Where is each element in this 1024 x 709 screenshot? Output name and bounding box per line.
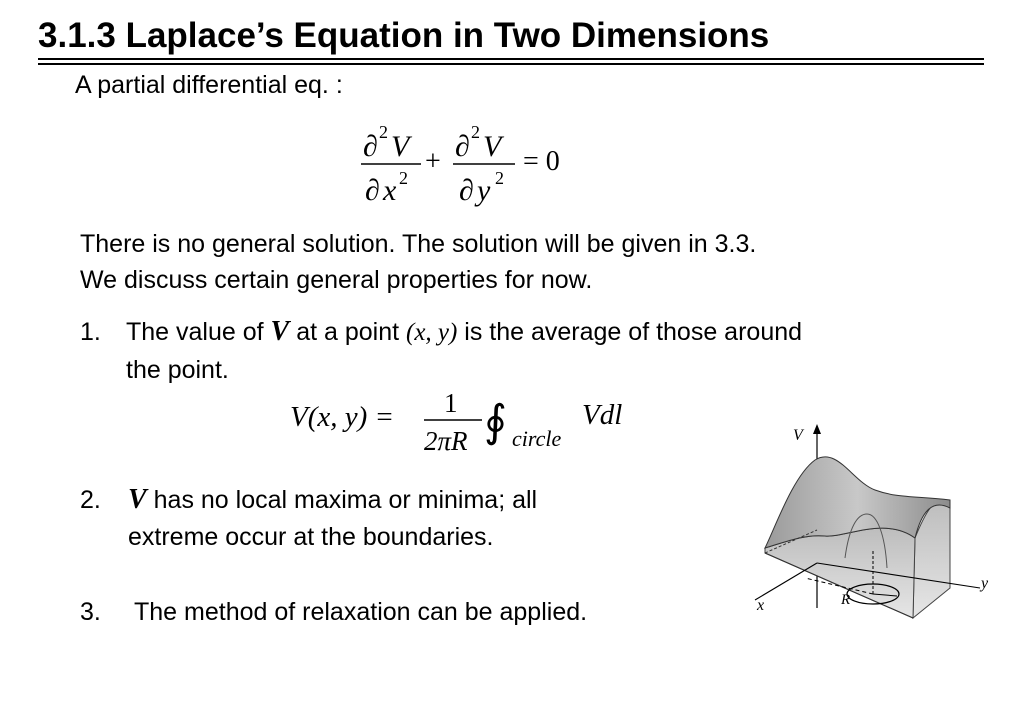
eq-equals-zero: = 0 xyxy=(523,146,560,177)
y-axis-label: y xyxy=(981,575,989,592)
point-2-var-v: V xyxy=(128,484,147,515)
eq-exp-num-2: 2 xyxy=(471,122,480,142)
eq-exp-num-1: 2 xyxy=(379,122,388,142)
eq-exp-den-2: 2 xyxy=(495,168,504,188)
intro-line-2: We discuss certain general properties for now. xyxy=(80,266,593,294)
x-axis-label: x xyxy=(757,597,765,614)
eq-exp-den-1: 2 xyxy=(399,168,408,188)
v-axis-label: V xyxy=(793,427,803,444)
point-2-text-a: has no local maxima or minima; all xyxy=(153,486,538,514)
point-1-line-1 xyxy=(126,314,802,351)
point-1-text-c: is the average of those around xyxy=(464,318,803,346)
point-3-line-1: The method of relaxation can be applied. xyxy=(134,598,588,626)
average-formula xyxy=(288,388,638,458)
eq-partial-den-2: ∂ xyxy=(459,174,474,207)
page-title: 3.1.3 Laplace’s Equation in Two Dimensions xyxy=(38,14,984,60)
x-axis xyxy=(755,563,817,600)
laplace-equation xyxy=(355,108,585,214)
avg-denominator: 2πR xyxy=(424,426,468,456)
radius-label: R xyxy=(841,592,851,608)
eq-y-den: y xyxy=(477,174,491,207)
list-number-1: 1. xyxy=(80,318,101,346)
eq-v-1: V xyxy=(391,130,410,163)
intro-line-1: There is no general solution. The solution will be given in 3.3. xyxy=(80,230,757,258)
point-1-var-v: V xyxy=(270,316,290,347)
list-number-3: 3. xyxy=(80,598,101,626)
surface-figure xyxy=(745,418,1005,636)
avg-subscript-circle: circle xyxy=(512,426,562,451)
eq-x-den: x xyxy=(383,174,397,207)
eq-v-2: V xyxy=(483,130,502,163)
subtitle: A partial differential eq. : xyxy=(75,71,343,99)
avg-integrand: Vdl xyxy=(582,399,623,431)
v-axis-arrow xyxy=(813,424,821,434)
point-1-text-a: The value of xyxy=(126,318,264,346)
point-1-line-2: the point. xyxy=(126,356,229,384)
eq-partial-num-2: ∂ xyxy=(455,130,470,163)
avg-lhs: V(x, y) = xyxy=(290,401,395,433)
avg-contour-integral: ∮ xyxy=(484,397,507,446)
surface-side-front xyxy=(765,528,915,618)
eq-plus: + xyxy=(425,146,441,177)
point-2-line-2: extreme occur at the boundaries. xyxy=(128,523,494,551)
point-2-line-1 xyxy=(128,482,537,518)
point-1-coords: (x, y) xyxy=(406,319,458,346)
point-1-text-b: at a point xyxy=(296,318,400,346)
title-underline xyxy=(38,63,984,65)
list-number-2: 2. xyxy=(80,486,101,514)
eq-partial-den-1: ∂ xyxy=(365,174,380,207)
avg-numerator: 1 xyxy=(444,388,458,418)
eq-partial-num-1: ∂ xyxy=(363,130,378,163)
